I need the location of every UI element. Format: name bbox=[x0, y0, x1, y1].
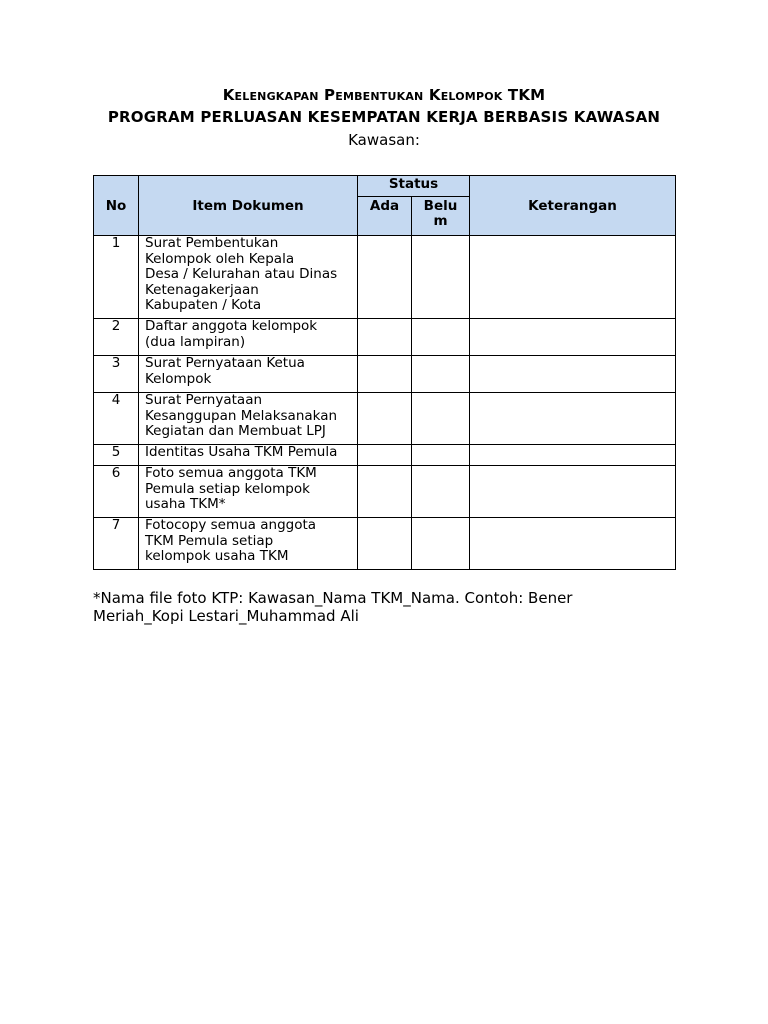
row-item-dokumen: Identitas Usaha TKM Pemula bbox=[139, 445, 358, 466]
row-keterangan bbox=[470, 319, 676, 356]
document-title: Kelengkapan Pembentukan Kelompok TKM bbox=[222, 86, 546, 104]
row-status-belum bbox=[412, 356, 470, 393]
row-status-ada bbox=[358, 518, 412, 570]
header-status: Status bbox=[358, 176, 470, 197]
program-title: PROGRAM PERLUASAN KESEMPATAN KERJA BERBASIS KAWASAN bbox=[107, 108, 661, 126]
row-status-belum bbox=[412, 393, 470, 445]
row-keterangan bbox=[470, 466, 676, 518]
row-keterangan bbox=[470, 356, 676, 393]
row-keterangan bbox=[470, 236, 676, 319]
row-number: 2 bbox=[94, 319, 139, 356]
row-item-dokumen: Surat Pernyataan Kesanggupan Melaksanakan Kegiatan dan Membuat LPJ bbox=[139, 393, 358, 445]
header-keterangan: Keterangan bbox=[470, 176, 676, 236]
row-number: 3 bbox=[94, 356, 139, 393]
row-number: 1 bbox=[94, 236, 139, 319]
header-item-dokumen: Item Dokumen bbox=[139, 176, 358, 236]
row-item-dokumen: Surat Pernyataan Ketua Kelompok bbox=[139, 356, 358, 393]
row-item-dokumen: Daftar anggota kelompok (dua lampiran) bbox=[139, 319, 358, 356]
table-row bbox=[94, 393, 676, 445]
row-status-ada bbox=[358, 445, 412, 466]
header-belum: Belu m bbox=[412, 197, 470, 236]
table-row bbox=[94, 466, 676, 518]
row-status-belum bbox=[412, 319, 470, 356]
table-row bbox=[94, 236, 676, 319]
row-keterangan bbox=[470, 445, 676, 466]
checklist-table bbox=[93, 175, 676, 570]
header-ada: Ada bbox=[358, 197, 412, 236]
checklist-rows bbox=[94, 236, 676, 570]
table-row bbox=[94, 518, 676, 570]
row-item-dokumen: Fotocopy semua anggota TKM Pemula setiap kelompok usaha TKM bbox=[139, 518, 358, 570]
row-status-ada bbox=[358, 356, 412, 393]
row-status-ada bbox=[358, 393, 412, 445]
row-number: 5 bbox=[94, 445, 139, 466]
table-row bbox=[94, 319, 676, 356]
row-keterangan bbox=[470, 393, 676, 445]
header-no: No bbox=[94, 176, 139, 236]
row-status-ada bbox=[358, 466, 412, 518]
row-status-ada bbox=[358, 236, 412, 319]
row-keterangan bbox=[470, 518, 676, 570]
row-status-ada bbox=[358, 319, 412, 356]
row-number: 7 bbox=[94, 518, 139, 570]
kawasan-label: Kawasan: bbox=[348, 131, 420, 149]
table-row bbox=[94, 445, 676, 466]
row-number: 6 bbox=[94, 466, 139, 518]
footnote: *Nama file foto KTP: Kawasan_Nama TKM_Nama. Contoh: Bener Meriah_Kopi Lestari_Muhammad Ali bbox=[93, 589, 573, 625]
row-status-belum bbox=[412, 466, 470, 518]
row-number: 4 bbox=[94, 393, 139, 445]
row-status-belum bbox=[412, 445, 470, 466]
row-item-dokumen: Surat Pembentukan Kelompok oleh Kepala Desa / Kelurahan atau Dinas Ketenagakerjaan Kabupaten / Kota bbox=[139, 236, 358, 319]
row-status-belum bbox=[412, 518, 470, 570]
table-row bbox=[94, 356, 676, 393]
row-item-dokumen: Foto semua anggota TKM Pemula setiap kelompok usaha TKM* bbox=[139, 466, 358, 518]
row-status-belum bbox=[412, 236, 470, 319]
